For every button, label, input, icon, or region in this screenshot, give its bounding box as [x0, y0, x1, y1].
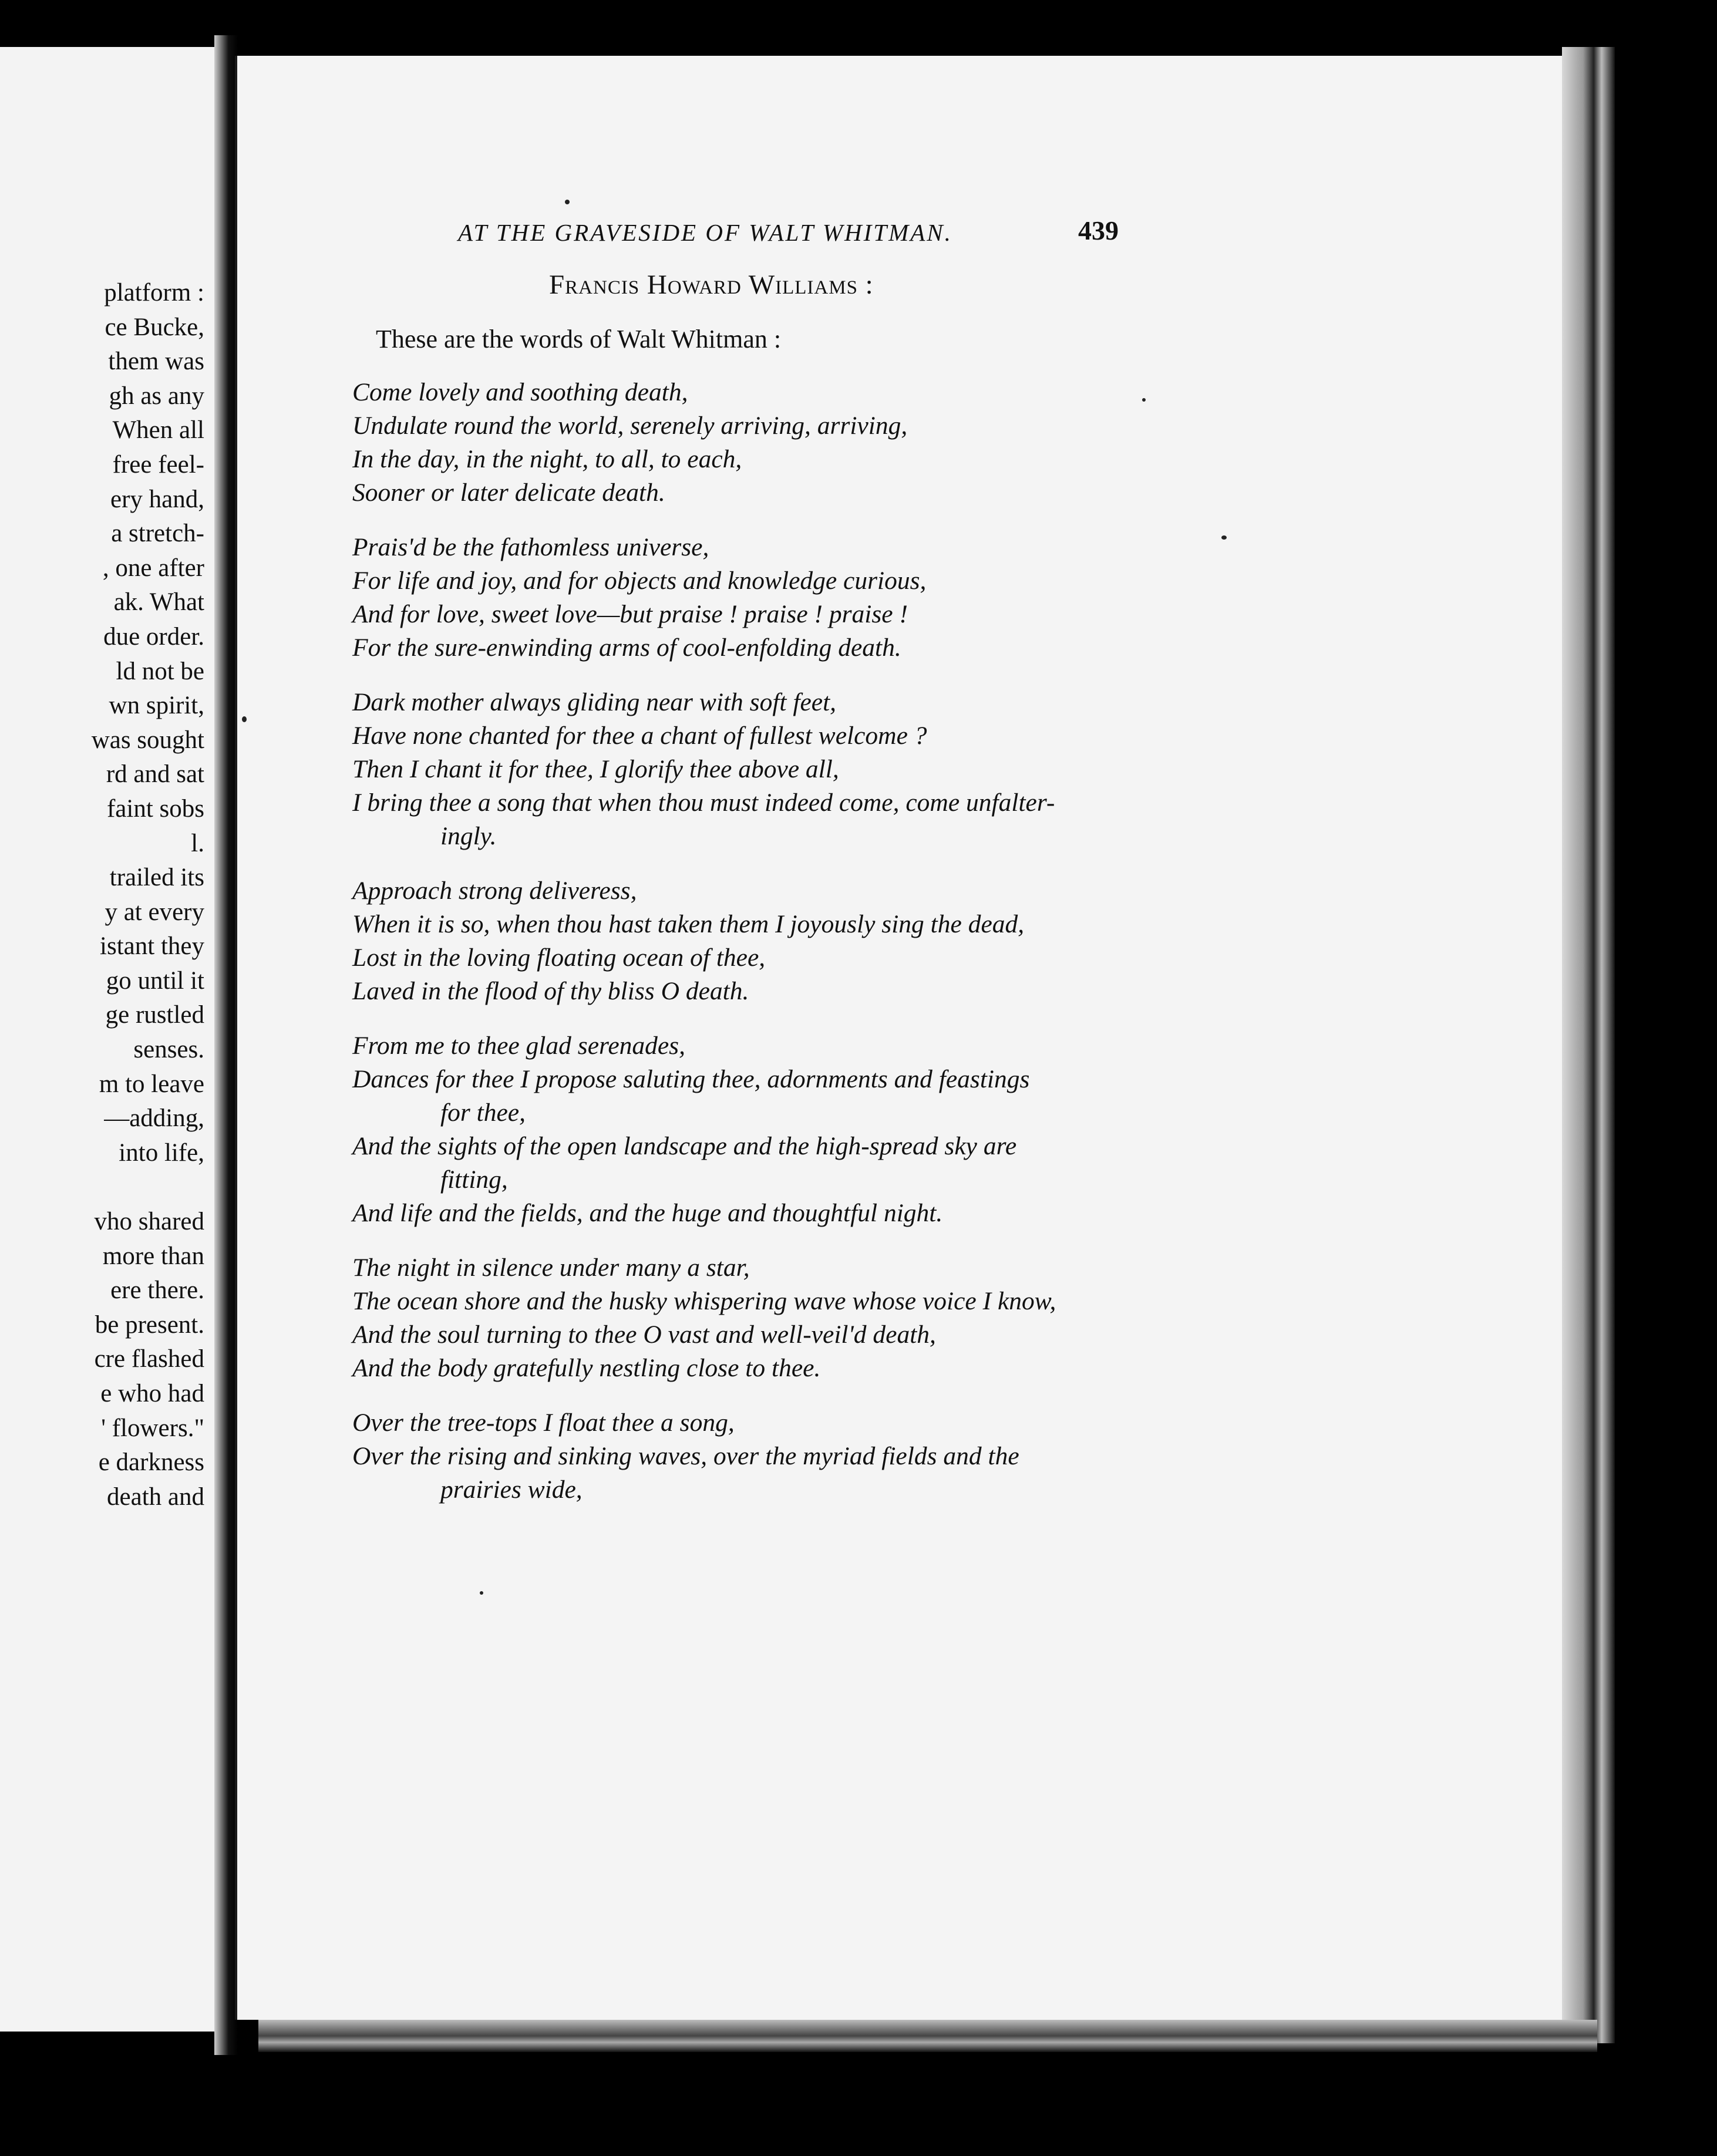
scan-speck — [1221, 535, 1227, 540]
poem-line: And the sights of the open landscape and the high-spread sky are — [352, 1132, 1017, 1160]
previous-page-line: was sought — [91, 726, 204, 754]
previous-page-line: e darkness — [98, 1448, 204, 1477]
poem-line: For the sure-enwinding arms of cool-enfolding death. — [352, 634, 901, 662]
previous-page-line: senses. — [133, 1036, 204, 1064]
poem — [352, 376, 1174, 1528]
poem-line: The night in silence under many a star, — [352, 1254, 750, 1282]
poem-line: The ocean shore and the husky whispering wave whose voice I know, — [352, 1287, 1056, 1315]
previous-page-text — [92, 276, 204, 1514]
poem-line: Have none chanted for thee a chant of fullest welcome ? — [352, 722, 927, 750]
poem-line: And the soul turning to thee O vast and well-veil'd death, — [352, 1320, 936, 1349]
poem-stanza — [352, 1406, 1174, 1507]
previous-page-line: go until it — [106, 966, 204, 995]
poem-line: Then I chant it for thee, I glorify thee above all, — [352, 755, 839, 783]
previous-page-line: ' flowers." — [101, 1414, 204, 1442]
previous-page-line: When all — [112, 416, 204, 444]
previous-page-line: be present. — [95, 1311, 204, 1339]
previous-page-line: rd and sat — [106, 760, 204, 789]
poem-line: Lost in the loving floating ocean of thee, — [352, 944, 766, 972]
poem-line: Come lovely and soothing death, — [352, 378, 688, 406]
poem-line: Over the tree-tops I float thee a song, — [352, 1409, 735, 1437]
previous-page-line: wn spirit, — [109, 692, 204, 720]
scan-speck — [242, 716, 247, 722]
previous-page-line: ld not be — [116, 657, 204, 685]
poem-line-continuation: fitting, — [440, 1165, 508, 1194]
previous-page-line: a stretch- — [111, 520, 204, 548]
previous-page-line: platform : — [104, 279, 204, 306]
previous-page-line: ge rustled — [105, 1001, 204, 1029]
previous-page-line: free feel- — [112, 450, 204, 479]
poem-line: Approach strong deliveress, — [352, 877, 637, 905]
previous-page-line: trailed its — [109, 864, 204, 892]
poem-line-continuation: ingly. — [440, 822, 497, 850]
poem-line: From me to thee glad serenades, — [352, 1032, 685, 1060]
speaker-heading: Francis Howard Williams : — [549, 270, 874, 300]
poem-line-continuation: for thee, — [440, 1099, 526, 1127]
scan-speck — [565, 200, 570, 204]
book-gutter — [214, 35, 238, 2055]
page-bottom-edge — [258, 2020, 1597, 2052]
previous-page-line: vho shared — [94, 1208, 204, 1236]
poem-line: Over the rising and sinking waves, over the myriad fields and the — [352, 1442, 1019, 1470]
poem-line: Undulate round the world, serenely arriving, arriving, — [352, 412, 908, 440]
previous-page-line: cre flashed — [94, 1345, 204, 1373]
previous-page-line: e who had — [100, 1380, 204, 1407]
previous-page-line: ce Bucke, — [105, 313, 204, 341]
poem-line: Dark mother always gliding near with soft feet, — [352, 688, 837, 716]
previous-page-line: , one after — [102, 554, 204, 582]
poem-line: And life and the fields, and the huge and thoughtful night. — [352, 1199, 943, 1227]
previous-page-line: into life, — [119, 1138, 204, 1167]
previous-page-line: death and — [107, 1483, 204, 1511]
intro-line: These are the words of Walt Whitman : — [376, 325, 782, 353]
scan-speck — [1142, 398, 1146, 402]
previous-page-line: l. — [191, 829, 204, 857]
previous-page-line: ak. What — [113, 588, 204, 617]
poem-line: In the day, in the night, to all, to each, — [352, 445, 742, 473]
poem-line: I bring thee a song that when thou must indeed come, come unfalter- — [352, 789, 1055, 817]
previous-page-line: gh as any — [109, 382, 204, 410]
page-edge-shadow — [1562, 47, 1615, 2043]
poem-line: Laved in the flood of thy bliss O death. — [352, 977, 749, 1005]
poem-line: And for love, sweet love—but praise ! praise ! praise ! — [352, 600, 908, 628]
poem-stanza — [352, 1251, 1174, 1385]
page-number: 439 — [1078, 215, 1119, 245]
poem-line: When it is so, when thou hast taken them I joyously sing the dead, — [352, 910, 1025, 938]
previous-page-line: m to leave — [99, 1070, 204, 1098]
running-head: AT THE GRAVESIDE OF WALT WHITMAN. — [458, 219, 952, 246]
poem-stanza — [352, 874, 1174, 1008]
previous-page-line: faint sobs — [106, 794, 204, 823]
poem-line: Dances for thee I propose saluting thee, adornments and feastings — [352, 1065, 1030, 1093]
poem-stanza — [352, 686, 1174, 853]
previous-page-line: ere there. — [110, 1276, 204, 1305]
poem-stanza — [352, 376, 1174, 510]
scan-speck — [480, 1591, 483, 1595]
poem-line-continuation: prairies wide, — [440, 1475, 583, 1504]
poem-stanza — [352, 1029, 1174, 1230]
previous-page-line: more than — [102, 1242, 204, 1270]
poem-line: For life and joy, and for objects and knowledge curious, — [352, 567, 927, 595]
poem-stanza — [352, 531, 1174, 665]
previous-page-line: them was — [108, 348, 204, 376]
previous-page-line: y at every — [105, 898, 204, 926]
previous-page-fragment — [0, 47, 227, 2032]
previous-page-line — [92, 1170, 204, 1205]
previous-page-line: due order. — [103, 622, 204, 651]
previous-page-line: ery hand, — [110, 485, 204, 513]
previous-page-line: —adding, — [104, 1104, 204, 1133]
previous-page-line: istant they — [100, 932, 204, 961]
poem-line: Sooner or later delicate death. — [352, 479, 665, 507]
poem-line: Prais'd be the fathomless universe, — [352, 533, 709, 561]
poem-line: And the body gratefully nestling close to thee. — [352, 1354, 821, 1382]
